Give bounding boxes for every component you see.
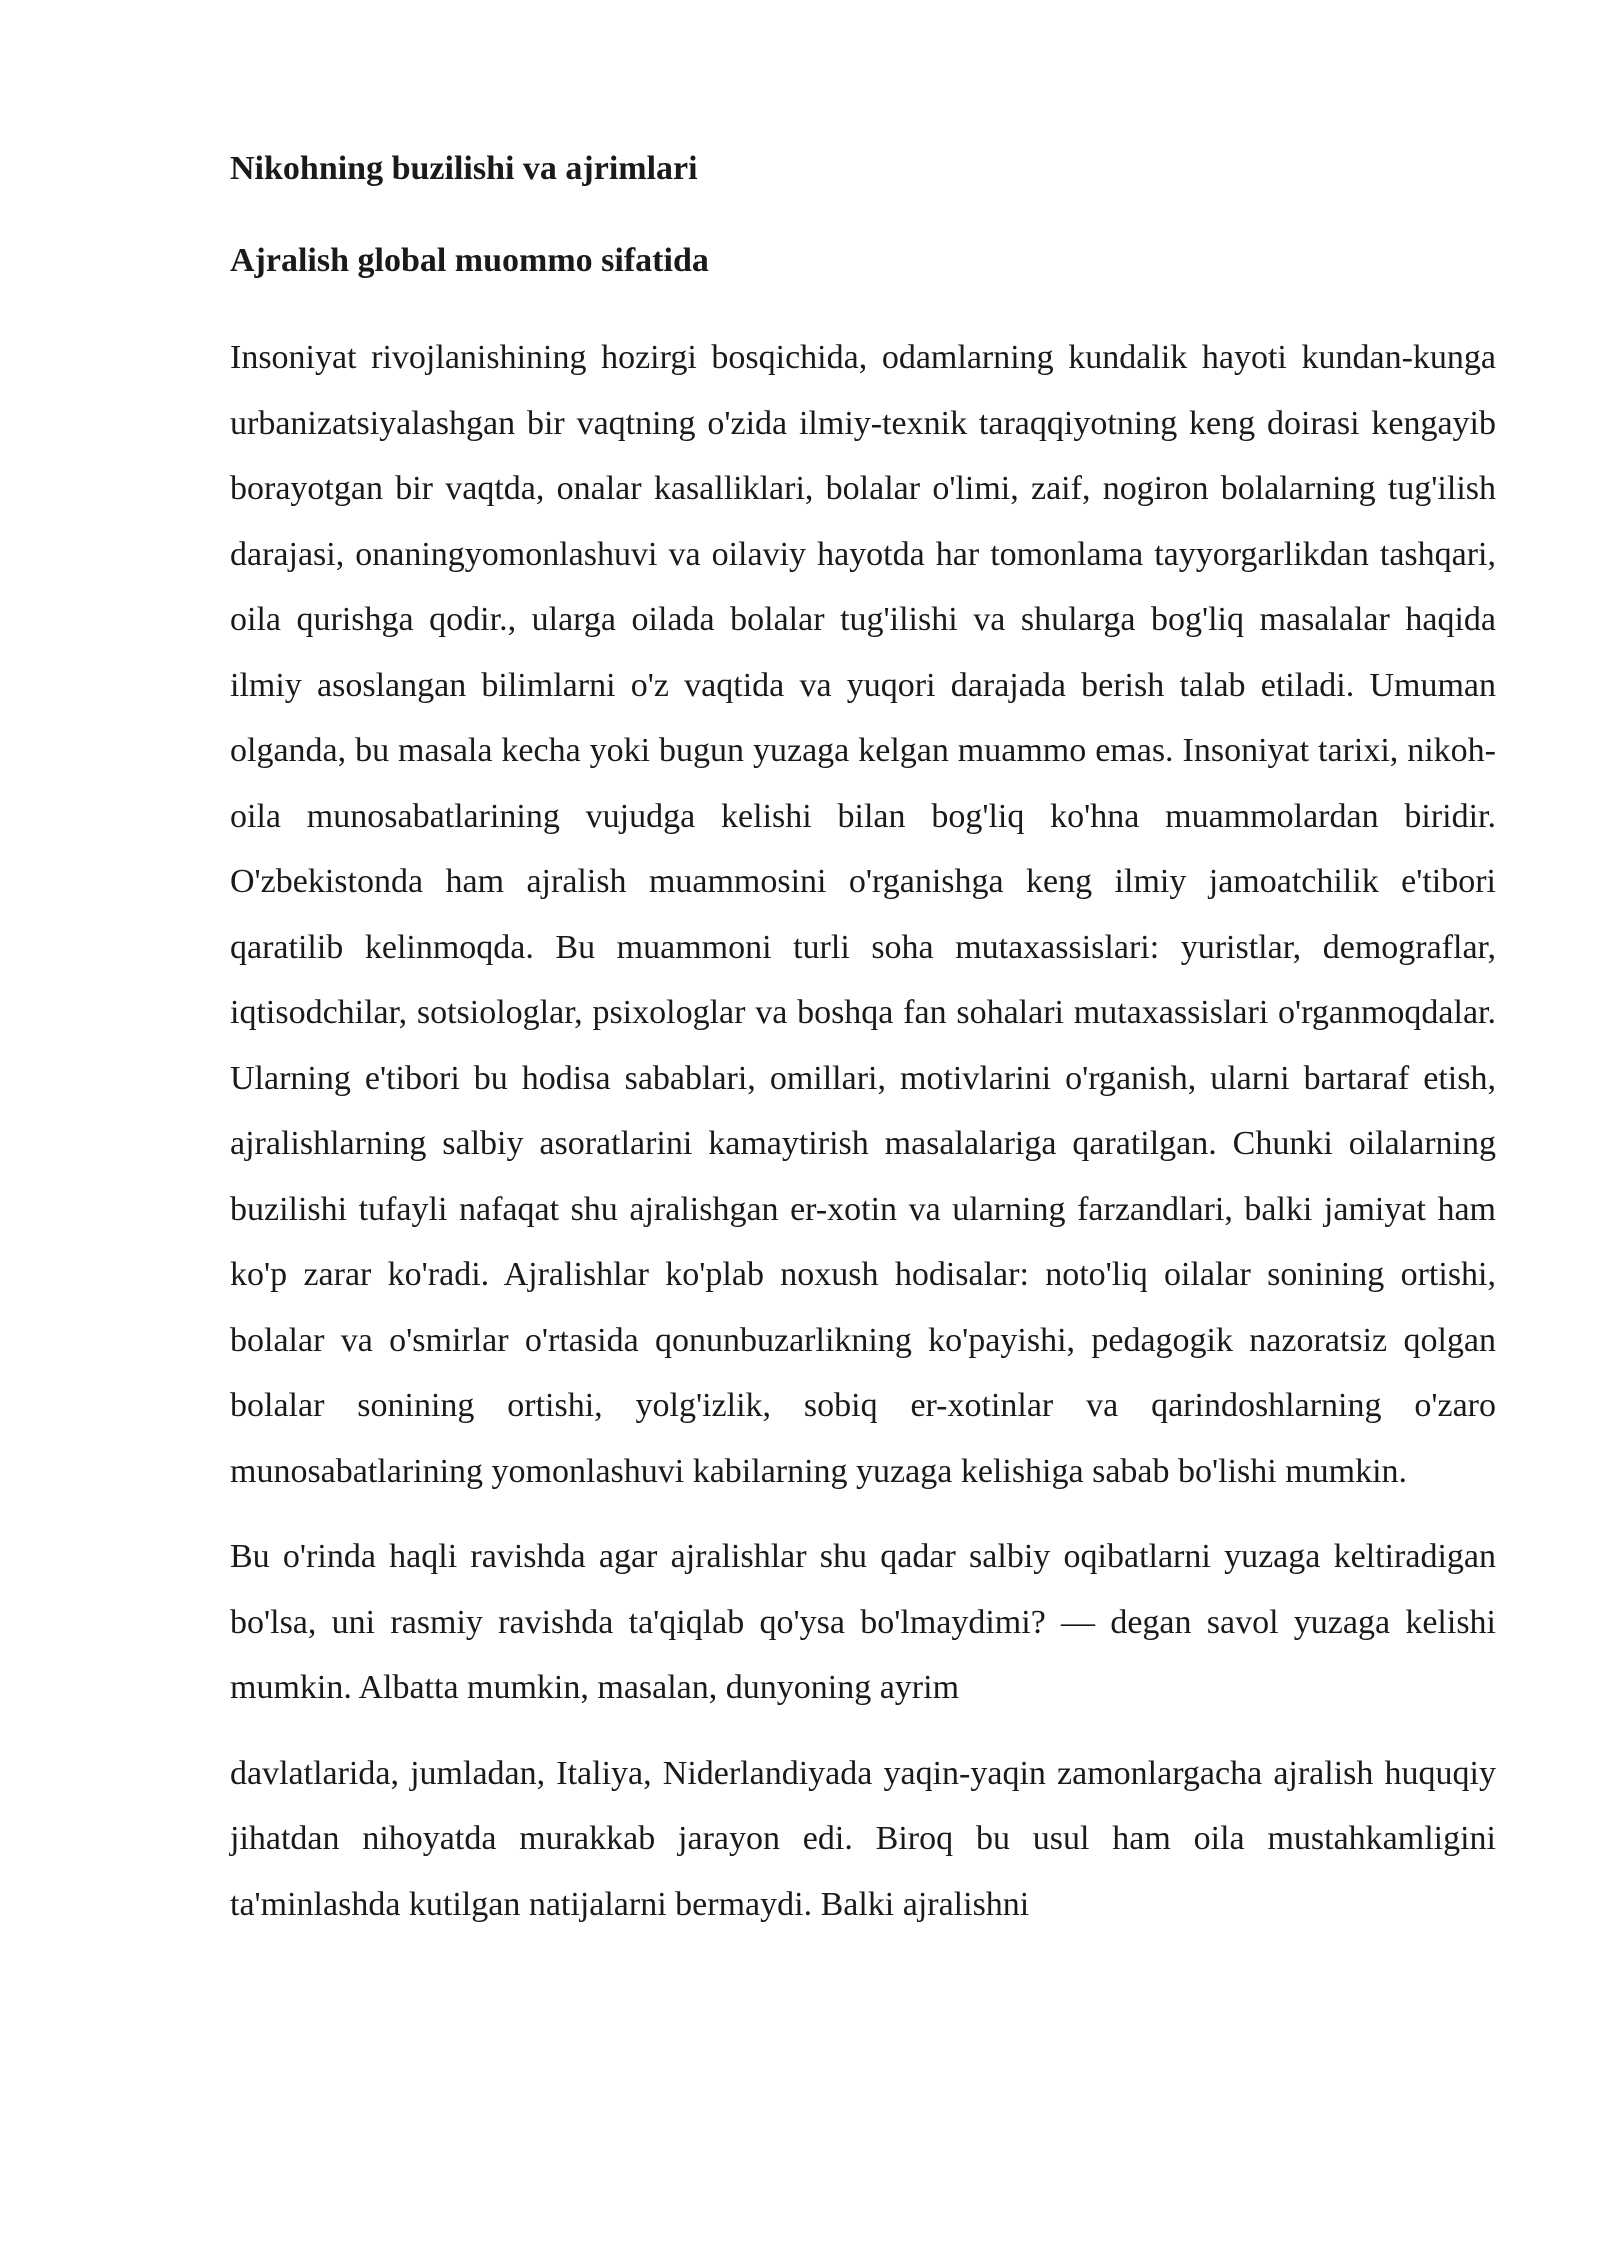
document-title: Nikohning buzilishi va ajrimlari <box>230 150 698 187</box>
document-page <box>230 145 1496 1937</box>
body-paragraph-3: davlatlarida, jumladan, Italiya, Niderlandiyada yaqin-yaqin zamonlargacha ajralish huquqiy jihatdan nihoyatda murakkab jarayon edi. Biroq bu usul ham oila mustahkamligini ta'minlashda kutilgan natijalarni bermaydi. Balki ajralishni <box>230 1754 1496 1923</box>
document-subtitle: Ajralish global muommo sifatida <box>230 242 709 279</box>
body-paragraph-1: Insoniyat rivojlanishining hozirgi bosqichida, odamlarning kundalik hayoti kundan-kunga urbanizatsiyalashgan bir vaqtning o'zida ilmiy-texnik taraqqiyotning keng doirasi kengayib borayotgan bir vaqtda, onalar kasalliklari, bolalar o'limi, zaif, nogiron bolalarning tug'ilish darajasi, onaningyomonlashuvi va oilaviy hayotda har tomonlama tayyorgarlikdan tashqari, oila qurishga qodir., ularga oilada bolalar tug'ilishi va shularga bog'liq masalalar haqida ilmiy asoslangan bilimlarni o'z vaqtida va yuqori darajada berish talab etiladi. Umuman olganda, bu masala kecha yoki bugun yuzaga kelgan muammo emas. Insoniyat tarixi, nikoh-oila munosabatlarining vujudga kelishi bilan bog'liq ko'hna muammolardan biridir. O'zbekistonda ham ajralish muammosini o'rganishga keng ilmiy jamoatchilik e'tibori qaratilib kelinmoqda. Bu muammoni turli soha mutaxassislari: yuristlar, demograflar, iqtisodchilar, sotsiologlar, psixologlar va boshqa fan sohalari mutaxassislari o'rganmoqdalar. Ularning e'tibori bu hodisa sabablari, omillari, motivlarini o'rganish, ularni bartaraf etish, ajralishlarning salbiy asoratlarini kamaytirish masalalariga qaratilgan. Chunki oilalarning buzilishi tufayli nafaqat shu ajralishgan er-xotin va ularning farzandlari, balki jamiyat ham ko'p zarar ko'radi. Ajralishlar ko'plab noxush hodisalar: noto'liq oilalar sonining ortishi, bolalar va o'smirlar o'rtasida qonunbuzarlikning ko'payishi, pedagogik nazoratsiz qolgan bolalar sonining ortishi, yolg'izlik, sobiq er-xotinlar va qarindoshlarning o'zaro munosabatlarining yomonlashuvi kabilarning yuzaga kelishiga sabab bo'lishi mumkin. <box>230 339 1496 1490</box>
body-paragraph-2: Bu o'rinda haqli ravishda agar ajralishlar shu qadar salbiy oqibatlarni yuzaga keltiradigan bo'lsa, uni rasmiy ravishda ta'qiqlab qo'ysa bo'lmaydimi? — degan savol yuzaga kelishi mumkin. Albatta mumkin, masalan, dunyoning ayrim <box>230 1538 1496 1706</box>
